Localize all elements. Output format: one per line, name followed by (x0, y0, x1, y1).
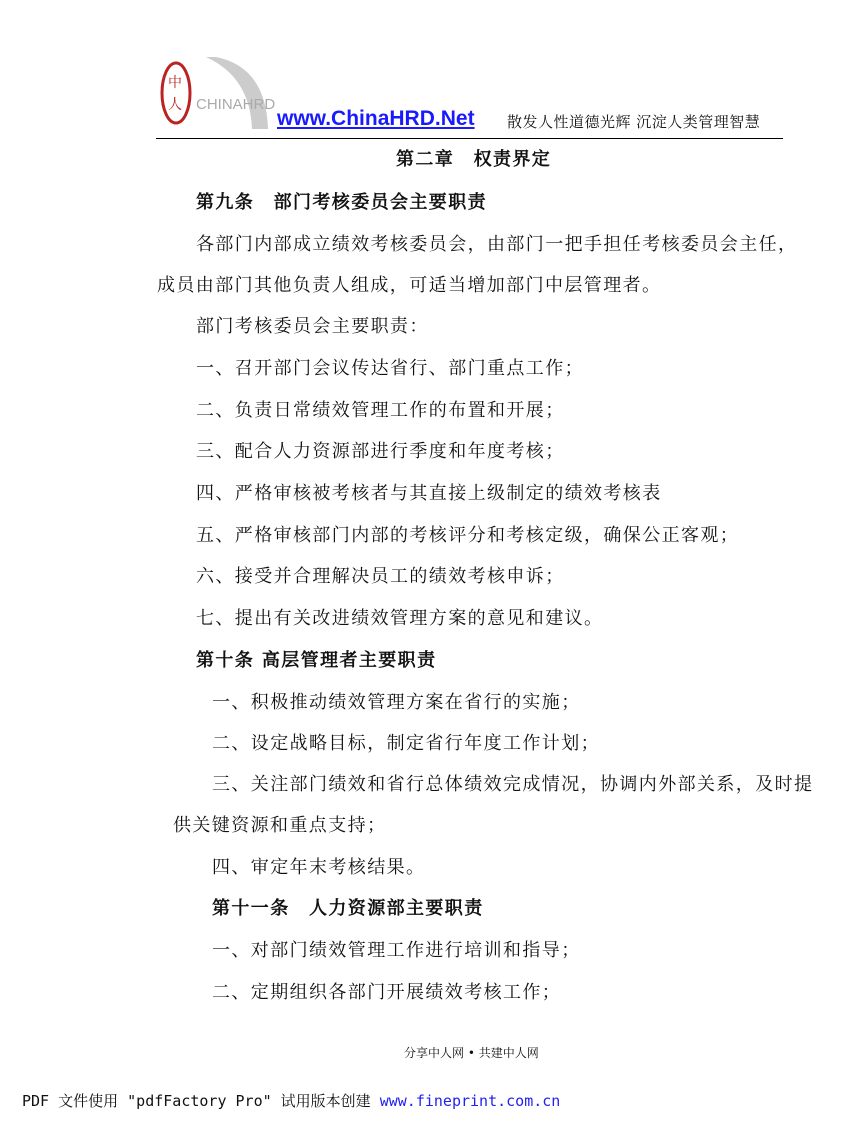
svg-text:人: 人 (168, 97, 182, 113)
pdf-watermark (22, 1090, 560, 1111)
chinahrd-logo (156, 57, 276, 129)
list-item: 供关键资源和重点支持； (173, 815, 387, 836)
svg-text:CHINAHRD: CHINAHRD (196, 96, 276, 113)
list-item: 七、提出有关改进绩效管理方案的意见和建议。 (196, 608, 604, 629)
slogan: 散发人性道德光辉 沉淀人类管理智慧 (507, 113, 761, 131)
article-heading: 第十条 高层管理者主要职责 (196, 650, 437, 671)
watermark-text: PDF 文件使用 "pdfFactory Pro" 试用版本创建 (22, 1092, 380, 1110)
article-heading: 第九条 部门考核委员会主要职责 (196, 192, 487, 213)
list-item: 四、审定年末考核结果。 (212, 857, 426, 878)
list-item: 三、关注部门绩效和省行总体绩效完成情况，协调内外部关系，及时提 (212, 774, 814, 795)
list-item: 四、严格审核被考核者与其直接上级制定的绩效考核表 (196, 483, 662, 504)
list-item: 二、定期组织各部门开展绩效考核工作； (212, 982, 562, 1003)
paragraph-line: 各部门内部成立绩效考核委员会，由部门一把手担任考核委员会主任， (196, 234, 798, 255)
article-heading: 第十一条 人力资源部主要职责 (212, 898, 484, 919)
list-item: 一、召开部门会议传达省行、部门重点工作； (196, 358, 584, 379)
list-item: 二、设定战略目标，制定省行年度工作计划； (212, 733, 600, 754)
list-item: 一、积极推动绩效管理方案在省行的实施； (212, 692, 581, 713)
list-item: 二、负责日常绩效管理工作的布置和开展； (196, 400, 565, 421)
site-link[interactable]: www.ChinaHRD.Net (277, 107, 475, 130)
svg-text:中: 中 (168, 75, 182, 91)
fineprint-link[interactable]: www.fineprint.com.cn (379, 1092, 561, 1110)
list-item: 五、严格审核部门内部的考核评分和考核定级，确保公正客观； (196, 525, 740, 546)
list-item: 三、配合人力资源部进行季度和年度考核； (196, 441, 565, 462)
header-divider (156, 138, 783, 139)
page-footer: 分享中人网 • 共建中人网 (404, 1046, 539, 1060)
paragraph-line: 部门考核委员会主要职责： (196, 316, 429, 337)
list-item: 六、接受并合理解决员工的绩效考核申诉； (196, 566, 565, 587)
chapter-title: 第二章 权责界定 (396, 149, 552, 170)
list-item: 一、对部门绩效管理工作进行培训和指导； (212, 940, 581, 961)
paragraph-line: 成员由部门其他负责人组成，可适当增加部门中层管理者。 (157, 275, 662, 296)
